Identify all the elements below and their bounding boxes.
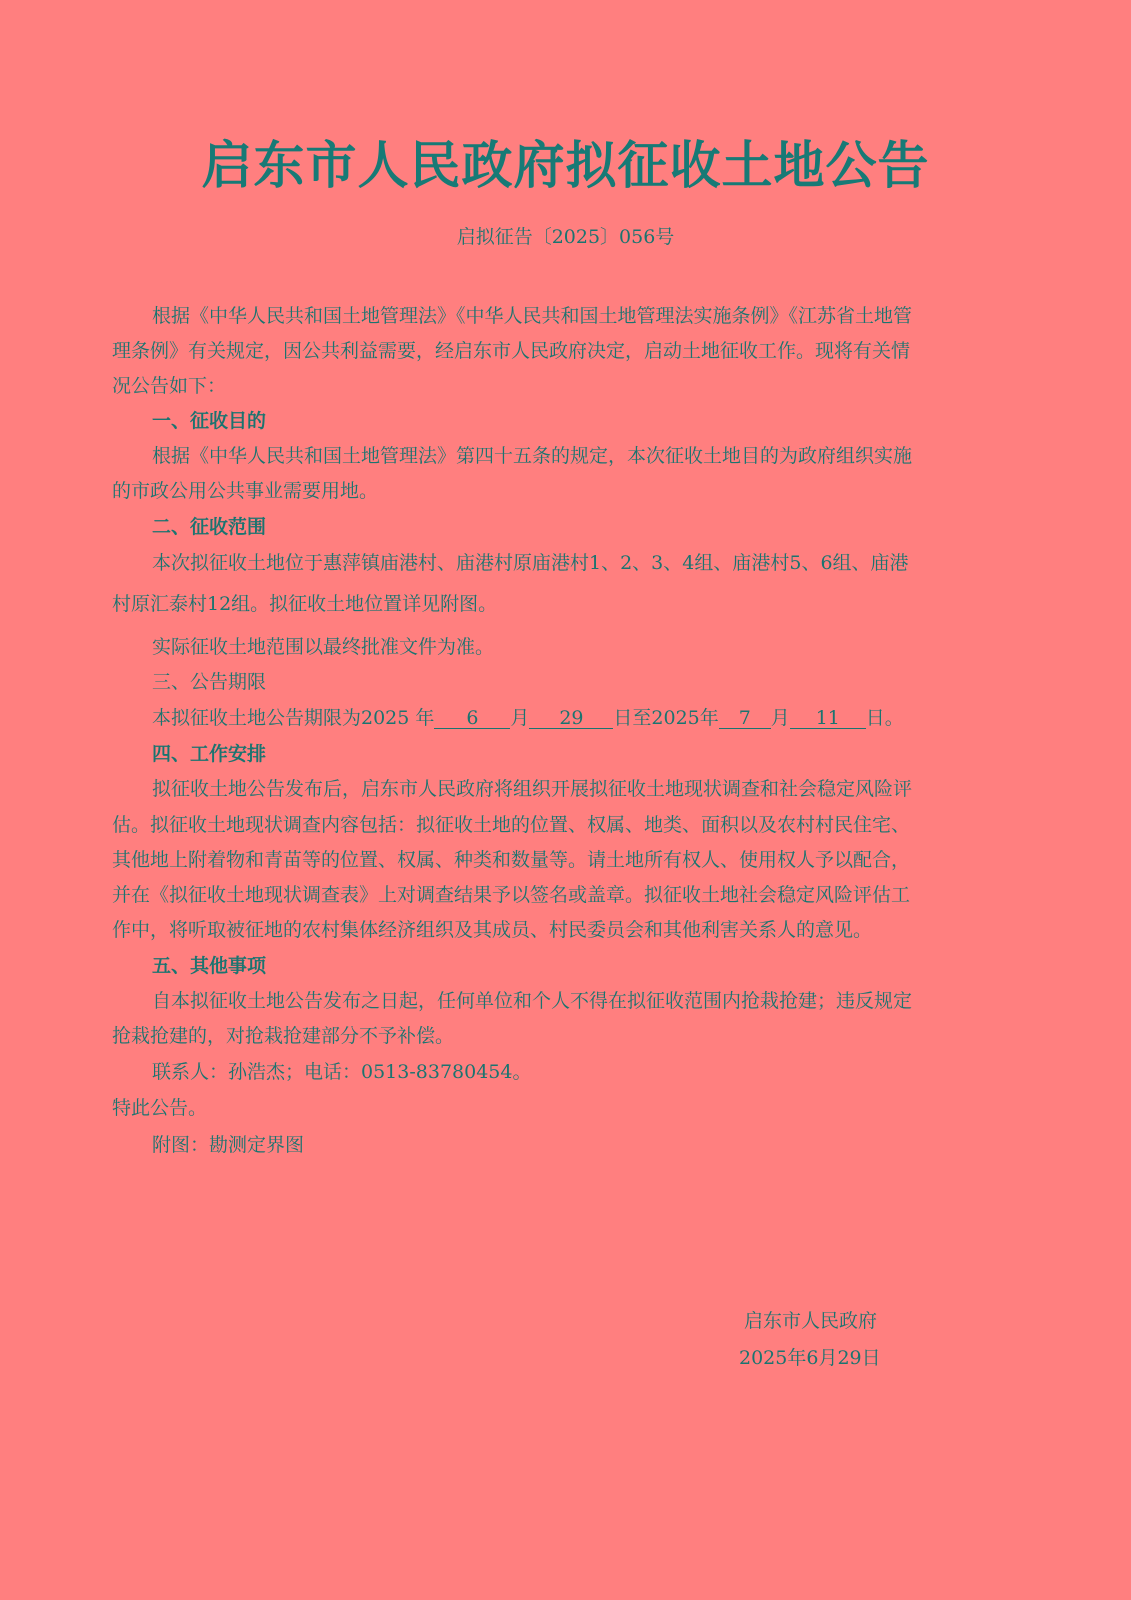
intro-line: 理条例》有关规定，因公共利益需要，经启东市人民政府决定，启动土地征收工作。现将有关情 [112, 340, 911, 362]
intro-line: 况公告如下： [112, 375, 227, 397]
paragraph-line: 其他地上附着物和青苗等的位置、权属、种类和数量等。请土地所有权人、使用权人予以配合， [112, 849, 911, 871]
paragraph-line: 村原汇泰村12组。拟征收土地位置详见附图。 [112, 593, 498, 615]
period-prefix: 本拟征收土地公告期限为2025 年 [152, 707, 435, 729]
paragraph-line: 估。拟征收土地现状调查内容包括：拟征收土地的位置、权属、地类、面积以及农村村民住宅、 [112, 814, 911, 836]
paragraph-line: 抢栽抢建的，对抢栽抢建部分不予补偿。 [112, 1025, 455, 1047]
intro-line: 根据《中华人民共和国土地管理法》《中华人民共和国土地管理法实施条例》《江苏省土地管 [152, 305, 913, 327]
period-suffix: 日。 [865, 707, 904, 729]
attachment-line: 附图：勘测定界图 [152, 1134, 305, 1156]
end-day-blank: 11 [790, 708, 866, 729]
paragraph-line: 拟征收土地公告发布后，启东市人民政府将组织开展拟征收土地现状调查和社会稳定风险评 [152, 778, 913, 800]
section-heading-scope: 二、征收范围 [152, 516, 267, 538]
document-number: 启拟征告〔2025〕056号 [456, 226, 675, 248]
signature-org: 启东市人民政府 [744, 1310, 878, 1332]
section-heading-purpose: 一、征收目的 [152, 410, 267, 432]
month-label: 月 [510, 707, 530, 729]
section-heading-other: 五、其他事项 [152, 955, 267, 977]
contact-line: 联系人：孙浩杰；电话：0513-83780454。 [152, 1061, 532, 1083]
end-month-blank: 7 [719, 708, 771, 729]
paragraph-line: 本次拟征收土地位于惠萍镇庙港村、庙港村原庙港村1、2、3、4组、庙港村5、6组、庙港 [152, 552, 909, 574]
period-line [152, 703, 1022, 730]
section-heading-period: 三、公告期限 [152, 671, 267, 693]
page-title: 启东市人民政府拟征收土地公告 [201, 137, 930, 196]
paragraph-line: 实际征收土地范围以最终批准文件为准。 [152, 636, 495, 658]
start-month-blank: 6 [434, 708, 510, 729]
start-day-blank: 29 [529, 708, 613, 729]
paragraph-line: 根据《中华人民共和国土地管理法》第四十五条的规定，本次征收土地目的为政府组织实施 [152, 445, 913, 467]
section-heading-work: 四、工作安排 [152, 743, 267, 765]
paragraph-line: 自本拟征收土地公告发布之日起，任何单位和个人不得在拟征收范围内抢栽抢建；违反规定 [152, 990, 913, 1012]
paragraph-line: 并在《拟征收土地现状调查表》上对调查结果予以签名或盖章。拟征收土地社会稳定风险评估工 [112, 884, 911, 906]
month-label: 月 [770, 707, 790, 729]
period-mid: 日至2025年 [613, 707, 719, 729]
signature-date: 2025年6月29日 [739, 1347, 881, 1369]
closing-line: 特此公告。 [112, 1097, 208, 1119]
paragraph-line: 的市政公用公共事业需要用地。 [112, 480, 379, 502]
paragraph-line: 作中，将听取被征地的农村集体经济组织及其成员、村民委员会和其他利害关系人的意见。 [112, 919, 873, 941]
